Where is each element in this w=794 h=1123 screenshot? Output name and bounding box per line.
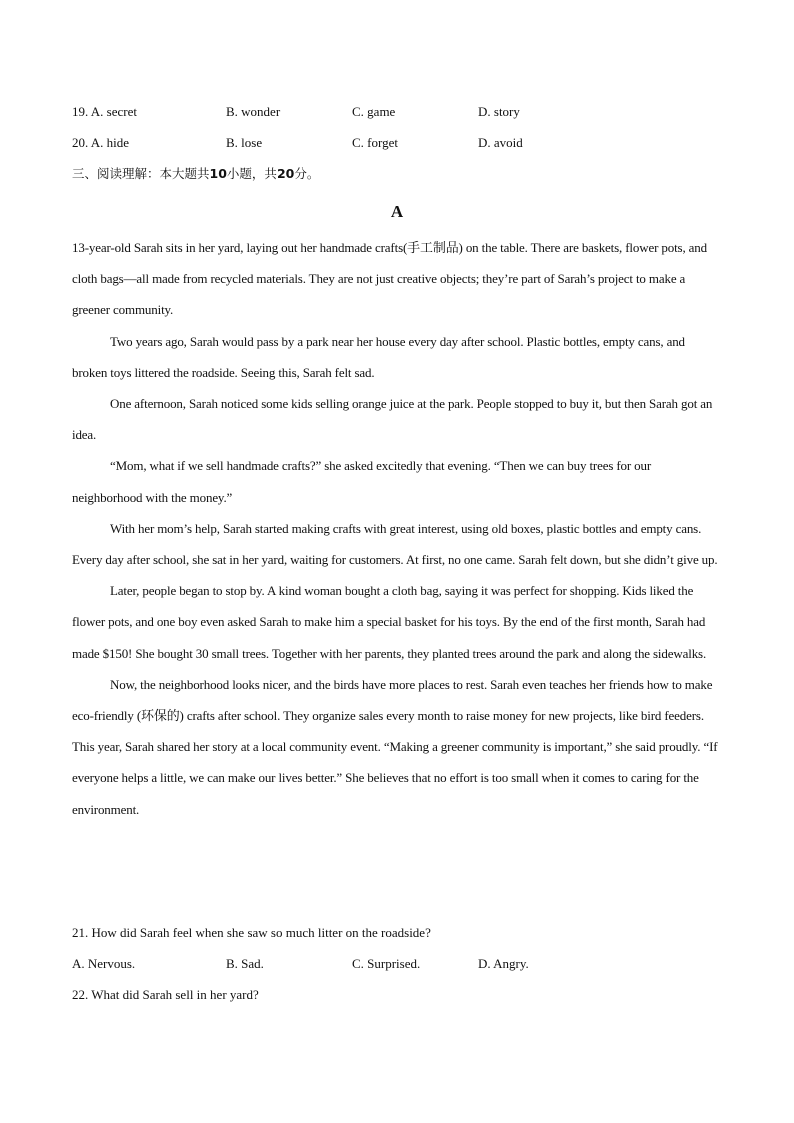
question-20-option-b: B. lose bbox=[226, 135, 263, 150]
passage-paragraph: Later, people began to stop by. A kind woman bought a cloth bag, saying it was perfect for shopping. Kids liked the flower pots, and one boy even asked Sarah to make him a special basket for his toys. By the end of the first month, Sarah had made $150! She bought 30 small trees. Together with her parents, they planted trees around the park and along the sidewalks. bbox=[72, 583, 707, 661]
passage-paragraph: One afternoon, Sarah noticed some kids selling orange juice at the park. People stopped to buy it, but then Sarah got an idea. bbox=[72, 396, 713, 443]
passage-paragraph: Now, the neighborhood looks nicer, and the birds have more places to rest. Sarah even teaches her friends how to make eco-friendly (环保的) crafts after school. They organize sales every month to raise money for new projects, like bird feeders. bbox=[72, 676, 713, 724]
passage-paragraph: With her mom’s help, Sarah started making crafts with great interest, using old boxes, plastic bottles and empty cans. Every day after school, she sat in her yard, waiting for customers. At first, no one came. Sarah felt down, but she didn’t give up. bbox=[72, 520, 718, 568]
question-20-option-c: C. forget bbox=[352, 135, 398, 150]
question-21-option-a: A. Nervous. bbox=[72, 956, 136, 971]
question-20-option-a: 20. A. hide bbox=[72, 135, 130, 150]
reading-passage bbox=[72, 232, 722, 825]
question-19-option-a: 19. A. secret bbox=[72, 104, 137, 119]
question-19-option-d: D. story bbox=[478, 104, 520, 119]
passage-title: A bbox=[390, 202, 404, 221]
passage-paragraph: Two years ago, Sarah would pass by a park near her house every day after school. Plastic bottles, empty cans, and broken toys littered the roadside. Seeing this, Sarah felt sad. bbox=[72, 333, 685, 380]
passage-paragraph: This year, Sarah shared her story at a local community event. “Making a greener community is important,” she said proudly. “If everyone helps a little, we can make our lives better.” She believes that no effort is too small when it comes to caring for the environment. bbox=[72, 739, 718, 817]
passage-paragraph: “Mom, what if we sell handmade crafts?” she asked excitedly that evening. “Then we can buy trees for our neighborhood with the money.” bbox=[72, 458, 652, 505]
question-19-option-c: C. game bbox=[352, 104, 396, 119]
question-21-text: 21. How did Sarah feel when she saw so much litter on the roadside? bbox=[72, 925, 431, 940]
question-19-option-b: B. wonder bbox=[226, 104, 281, 119]
passage-paragraph: 13-year-old Sarah sits in her yard, laying out her handmade crafts(手工制品) on the table. There are baskets, flower pots, and cloth bags—all made from recycled materials. They are not just creative objects; they’re part of Sarah’s project to make a greener community. bbox=[72, 240, 707, 318]
question-20-option-d: D. avoid bbox=[478, 135, 523, 150]
question-21-option-c: C. Surprised. bbox=[352, 956, 421, 971]
section-heading: 三、阅读理解：本大题共10小题，共20分。 bbox=[72, 166, 320, 181]
question-21-option-d: D. Angry. bbox=[478, 956, 529, 971]
question-21-option-b: B. Sad. bbox=[226, 956, 264, 971]
question-22-text: 22. What did Sarah sell in her yard? bbox=[72, 987, 259, 1002]
